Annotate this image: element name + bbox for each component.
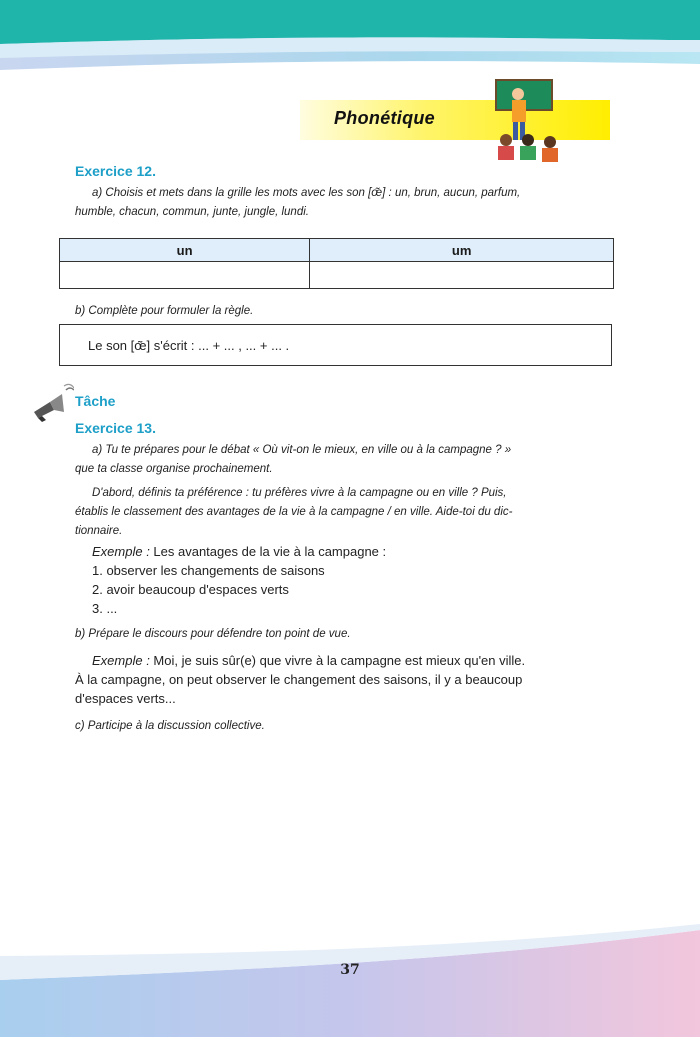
top-decorative-band [0, 0, 700, 90]
advantage-list-item-3: 3. ... [92, 601, 118, 616]
advantage-list-item-1: 1. observer les changements de saisons [92, 563, 325, 578]
section-title: Phonétique [334, 108, 435, 128]
example-2-label: Exemple : [92, 653, 150, 668]
exercise-13-heading: Exercice 13. [75, 420, 156, 436]
sound-grid-table [59, 238, 614, 289]
exercise-13-para2-line3: tionnaire. [75, 525, 123, 537]
example-2-line2: À la campagne, on peut observer le changement des saisons, il y a beaucoup [75, 672, 523, 687]
exercise-12-instruction-b: b) Complète pour formuler la règle. [75, 305, 254, 317]
exercise-12-heading: Exercice 12. [75, 163, 156, 179]
exercise-13-instruction-c: c) Participe à la discussion collective. [75, 720, 265, 732]
table-header-un: un [60, 239, 310, 262]
classroom-illustration [488, 78, 568, 166]
table-cell-un[interactable] [60, 262, 310, 289]
megaphone-icon [28, 382, 74, 422]
example-2-line1 [92, 652, 525, 670]
exercise-12-instruction-a-line2: humble, chacun, commun, junte, jungle, lundi. [75, 206, 309, 218]
rule-box [59, 324, 612, 366]
example-1-line [92, 543, 386, 561]
advantage-list-item-2: 2. avoir beaucoup d'espaces verts [92, 582, 289, 597]
rule-text: Le son [œ̃] s'écrit : ... + ... , ... + ... . [88, 338, 290, 353]
exercise-13-para-a-line1: a) Tu te prépares pour le débat « Où vit-on le mieux, en ville ou à la campagne ? » [92, 444, 512, 456]
exercise-13-para-a-line2: que ta classe organise prochainement. [75, 463, 273, 475]
exercise-13-para2-line2: établis le classement des avantages de la vie à la campagne / en ville. Aide-toi du dic- [75, 506, 513, 518]
bottom-decorative-band [0, 920, 700, 1037]
example-1-label: Exemple : [92, 544, 150, 559]
exercise-13-instruction-b: b) Prépare le discours pour défendre ton point de vue. [75, 628, 351, 640]
task-label: Tâche [75, 393, 116, 409]
page-number: 37 [340, 962, 360, 978]
table-cell-um[interactable] [310, 262, 614, 289]
example-2-line3: d'espaces verts... [75, 691, 176, 706]
exercise-12-instruction-a-line1: a) Choisis et mets dans la grille les mots avec les son [œ̃] : un, brun, aucun, parfum, [92, 187, 521, 199]
table-header-um: um [310, 239, 614, 262]
exercise-13-para2-line1: D'abord, définis ta préférence : tu préfères vivre à la campagne ou en ville ? Puis, [92, 487, 507, 499]
example-1-text: Les avantages de la vie à la campagne : [149, 544, 387, 559]
example-2-text-line1: Moi, je suis sûr(e) que vivre à la campagne est mieux qu'en ville. [149, 653, 526, 668]
